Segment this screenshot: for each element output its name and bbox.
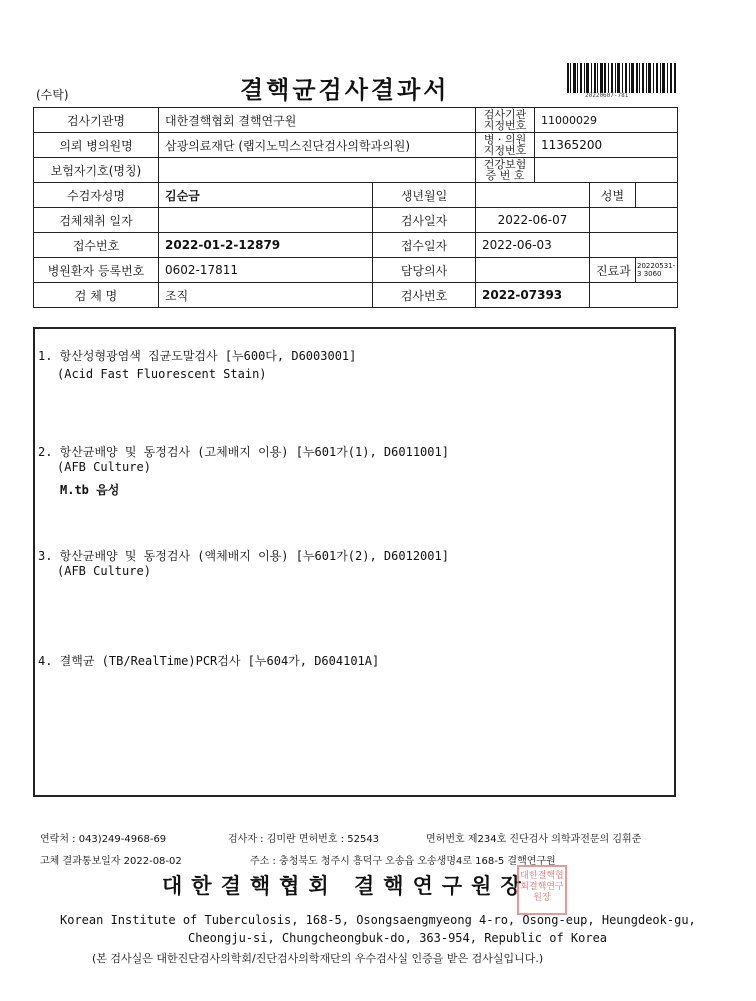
test-date-value: 2022-06-07 xyxy=(476,208,590,233)
institute-signature: 대한결핵협회 결핵연구원장 xyxy=(162,874,530,898)
results-box xyxy=(33,327,676,797)
footer-address: 주소 : 충청북도 청주시 흥덕구 오송읍 오송생명4로 168-5 결핵연구원 xyxy=(250,856,556,867)
requester-label: 의뢰 병의원명 xyxy=(34,133,159,158)
org-code-label: 검사기관 지정번호 xyxy=(476,108,535,133)
official-seal: 대한결핵협회결핵연구원장 xyxy=(517,865,567,915)
test-number-label: 검사번호 xyxy=(373,283,476,308)
hospital-code-label: 병 · 의원 지정번호 xyxy=(476,133,535,158)
result-item-3-subtitle: (AFB Culture) xyxy=(57,564,151,578)
registration-number-value: 0602-17811 xyxy=(159,258,373,283)
doctor-label: 담당의사 xyxy=(373,258,476,283)
result-item-3-title: 3. 항산균배양 및 동정검사 (액체배지 이용) [누601가(2), D6012001] xyxy=(38,549,449,563)
footer-specialist: 면허번호 제234호 진단검사 의학과전문의 김휘준 xyxy=(426,834,642,845)
health-insurance-label: 건강보험 증 번 호 xyxy=(476,158,535,183)
footer-english-address-2: Cheongju-si, Chungcheongbuk-do, 363-954, Republic of Korea xyxy=(188,931,608,945)
footer-tester: 검사자 : 김미란 면허번호 : 52543 xyxy=(228,834,380,845)
document-title: 결핵균검사결과서 xyxy=(240,76,450,104)
barcode-number: 20220607-781 xyxy=(585,92,629,99)
dob-label: 생년월일 xyxy=(373,183,476,208)
sex-value xyxy=(636,183,678,208)
receipt-date-label: 접수일자 xyxy=(373,233,476,258)
insurance-value xyxy=(159,158,476,183)
receipt-number-value: 2022-01-2-12879 xyxy=(159,233,373,258)
specimen-label: 검 체 명 xyxy=(34,283,159,308)
registration-number-label: 병원환자 등록번호 xyxy=(34,258,159,283)
patient-name-value: 김순금 xyxy=(159,183,373,208)
result-item-2-subtitle: (AFB Culture) xyxy=(57,460,151,474)
patient-info-table xyxy=(33,107,678,308)
doctor-value xyxy=(476,258,590,283)
test-number-blank xyxy=(590,283,678,308)
collect-date-label: 검체채취 일자 xyxy=(34,208,159,233)
hospital-code-value: 11365200 xyxy=(535,133,678,158)
sex-label: 성별 xyxy=(590,183,636,208)
test-date-blank xyxy=(590,208,678,233)
barcode-image xyxy=(567,63,677,93)
result-item-4-title: 4. 결핵균 (TB/RealTime)PCR검사 [누604가, D604101A] xyxy=(38,654,380,668)
footer-english-address-1: Korean Institute of Tuberculosis, 168-5, Osongsaengmyeong 4-ro, Osong-eup, Heungdeok-gu, xyxy=(60,913,696,927)
requester-value: 삼광의료재단 (랩지노믹스진단검사의학과의원) xyxy=(159,133,476,158)
footer-certification: (본 검사실은 대한진단검사의학회/진단검사의학재단의 우수검사실 인증을 받은 검사실입니다.) xyxy=(92,952,544,965)
receipt-number-label: 접수번호 xyxy=(34,233,159,258)
health-insurance-value xyxy=(535,158,678,183)
result-item-1-subtitle: (Acid Fast Fluorescent Stain) xyxy=(57,367,267,381)
patient-name-label: 수검자성명 xyxy=(34,183,159,208)
receipt-date-blank xyxy=(590,233,678,258)
org-value: 대한결핵협회 결핵연구원 xyxy=(159,108,476,133)
result-item-2-title: 2. 항산균배양 및 동정검사 (고체배지 이용) [누601가(1), D6011001] xyxy=(38,445,449,459)
result-item-2-value: M.tb 음성 xyxy=(60,483,120,497)
insurance-label: 보험자기호(명칭) xyxy=(34,158,159,183)
test-date-label: 검사일자 xyxy=(373,208,476,233)
receipt-date-value: 2022-06-03 xyxy=(476,233,590,258)
dob-value xyxy=(476,183,590,208)
specimen-value: 조직 xyxy=(159,283,373,308)
collect-date-value xyxy=(159,208,373,233)
test-number-value: 2022-07393 xyxy=(476,283,590,308)
department-label: 진료과 xyxy=(590,258,636,283)
consignment-label: (수탁) xyxy=(36,88,69,102)
footer-contact: 연락처 : 043)249-4968-69 xyxy=(40,834,167,845)
result-item-1-title: 1. 항산성형광염색 집균도말검사 [누600다, D6003001] xyxy=(38,349,357,363)
org-label: 검사기관명 xyxy=(34,108,159,133)
footer-notify-date: 고체 결과통보일자 2022-08-02 xyxy=(40,856,182,867)
org-code-value: 11000029 xyxy=(535,108,678,133)
department-value: 20220531-3 3060 xyxy=(636,258,678,283)
